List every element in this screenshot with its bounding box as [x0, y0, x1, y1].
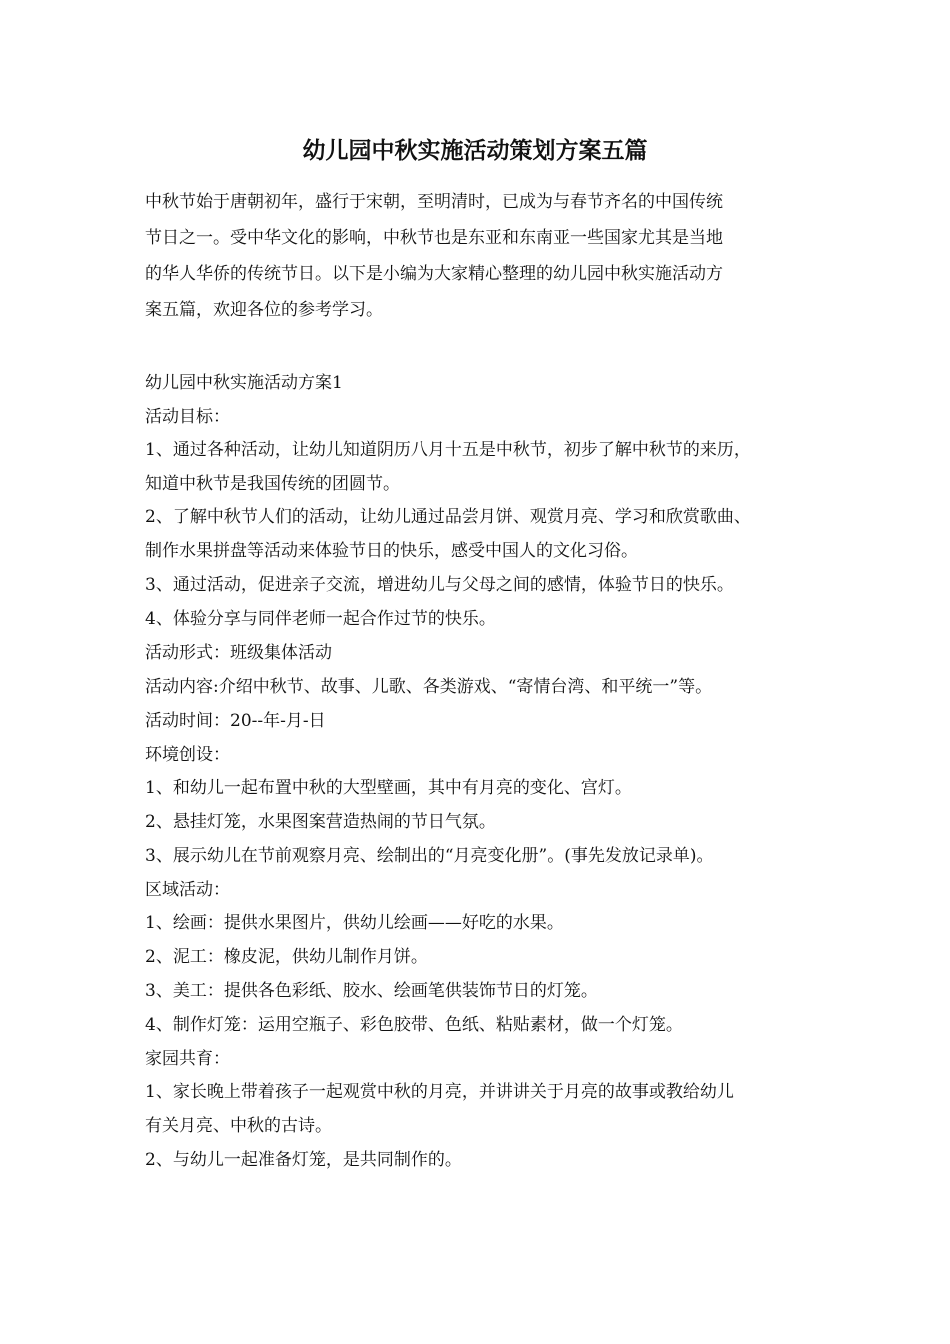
body-line: 有关月亮、中秋的古诗。	[145, 1116, 332, 1136]
body-line: 制作水果拼盘等活动来体验节日的快乐，感受中国人的文化习俗。	[145, 541, 638, 561]
body-line: 3、通过活动，促进亲子交流，增进幼儿与父母之间的感情，体验节日的快乐。	[145, 575, 734, 595]
subheading: 活动时间：20--年-月-日	[145, 711, 326, 731]
subheading: 活动目标：	[145, 407, 230, 427]
subheading: 活动形式：班级集体活动	[145, 643, 332, 663]
body-line: 2、了解中秋节人们的活动，让幼儿通过品尝月饼、观赏月亮、学习和欣赏歌曲、	[145, 507, 751, 527]
section-heading: 幼儿园中秋实施活动方案1	[145, 373, 343, 393]
body-line: 2、与幼儿一起准备灯笼，是共同制作的。	[145, 1150, 462, 1170]
intro-line: 案五篇，欢迎各位的参考学习。	[145, 300, 383, 320]
subheading: 家园共育：	[145, 1049, 230, 1069]
subheading: 活动内容:介绍中秋节、故事、儿歌、各类游戏、“寄情台湾、和平统一”等。	[145, 677, 713, 697]
intro-line: 的华人华侨的传统节日。以下是小编为大家精心整理的幼儿园中秋实施活动方	[145, 264, 723, 284]
intro-line: 中秋节始于唐朝初年，盛行于宋朝，至明清时，已成为与春节齐名的中国传统	[145, 192, 723, 212]
body-line: 1、绘画：提供水果图片，供幼儿绘画——好吃的水果。	[145, 913, 564, 933]
document-body	[145, 366, 835, 1177]
body-line: 1、家长晚上带着孩子一起观赏中秋的月亮，并讲讲关于月亮的故事或教给幼儿	[145, 1082, 734, 1102]
intro-paragraph	[145, 184, 825, 328]
document-title: 幼儿园中秋实施活动策划方案五篇	[302, 137, 648, 164]
intro-line: 节日之一。受中华文化的影响，中秋节也是东亚和东南亚一些国家尤其是当地	[145, 228, 723, 248]
subheading: 区域活动：	[145, 880, 230, 900]
body-line: 4、制作灯笼：运用空瓶子、彩色胶带、色纸、粘贴素材，做一个灯笼。	[145, 1015, 683, 1035]
body-line: 1、通过各种活动，让幼儿知道阴历八月十五是中秋节，初步了解中秋节的来历，	[145, 440, 751, 460]
body-line: 2、悬挂灯笼，水果图案营造热闹的节日气氛。	[145, 812, 496, 832]
body-line: 1、和幼儿一起布置中秋的大型壁画，其中有月亮的变化、宫灯。	[145, 778, 632, 798]
body-line: 3、美工：提供各色彩纸、胶水、绘画笔供装饰节日的灯笼。	[145, 981, 598, 1001]
subheading: 环境创设：	[145, 745, 230, 765]
body-line: 知道中秋节是我国传统的团圆节。	[145, 474, 400, 494]
body-line: 2、泥工：橡皮泥，供幼儿制作月饼。	[145, 947, 428, 967]
body-line: 4、体验分享与同伴老师一起合作过节的快乐。	[145, 609, 496, 629]
body-line: 3、展示幼儿在节前观察月亮、绘制出的“月亮变化册”。(事先发放记录单)。	[145, 846, 714, 866]
